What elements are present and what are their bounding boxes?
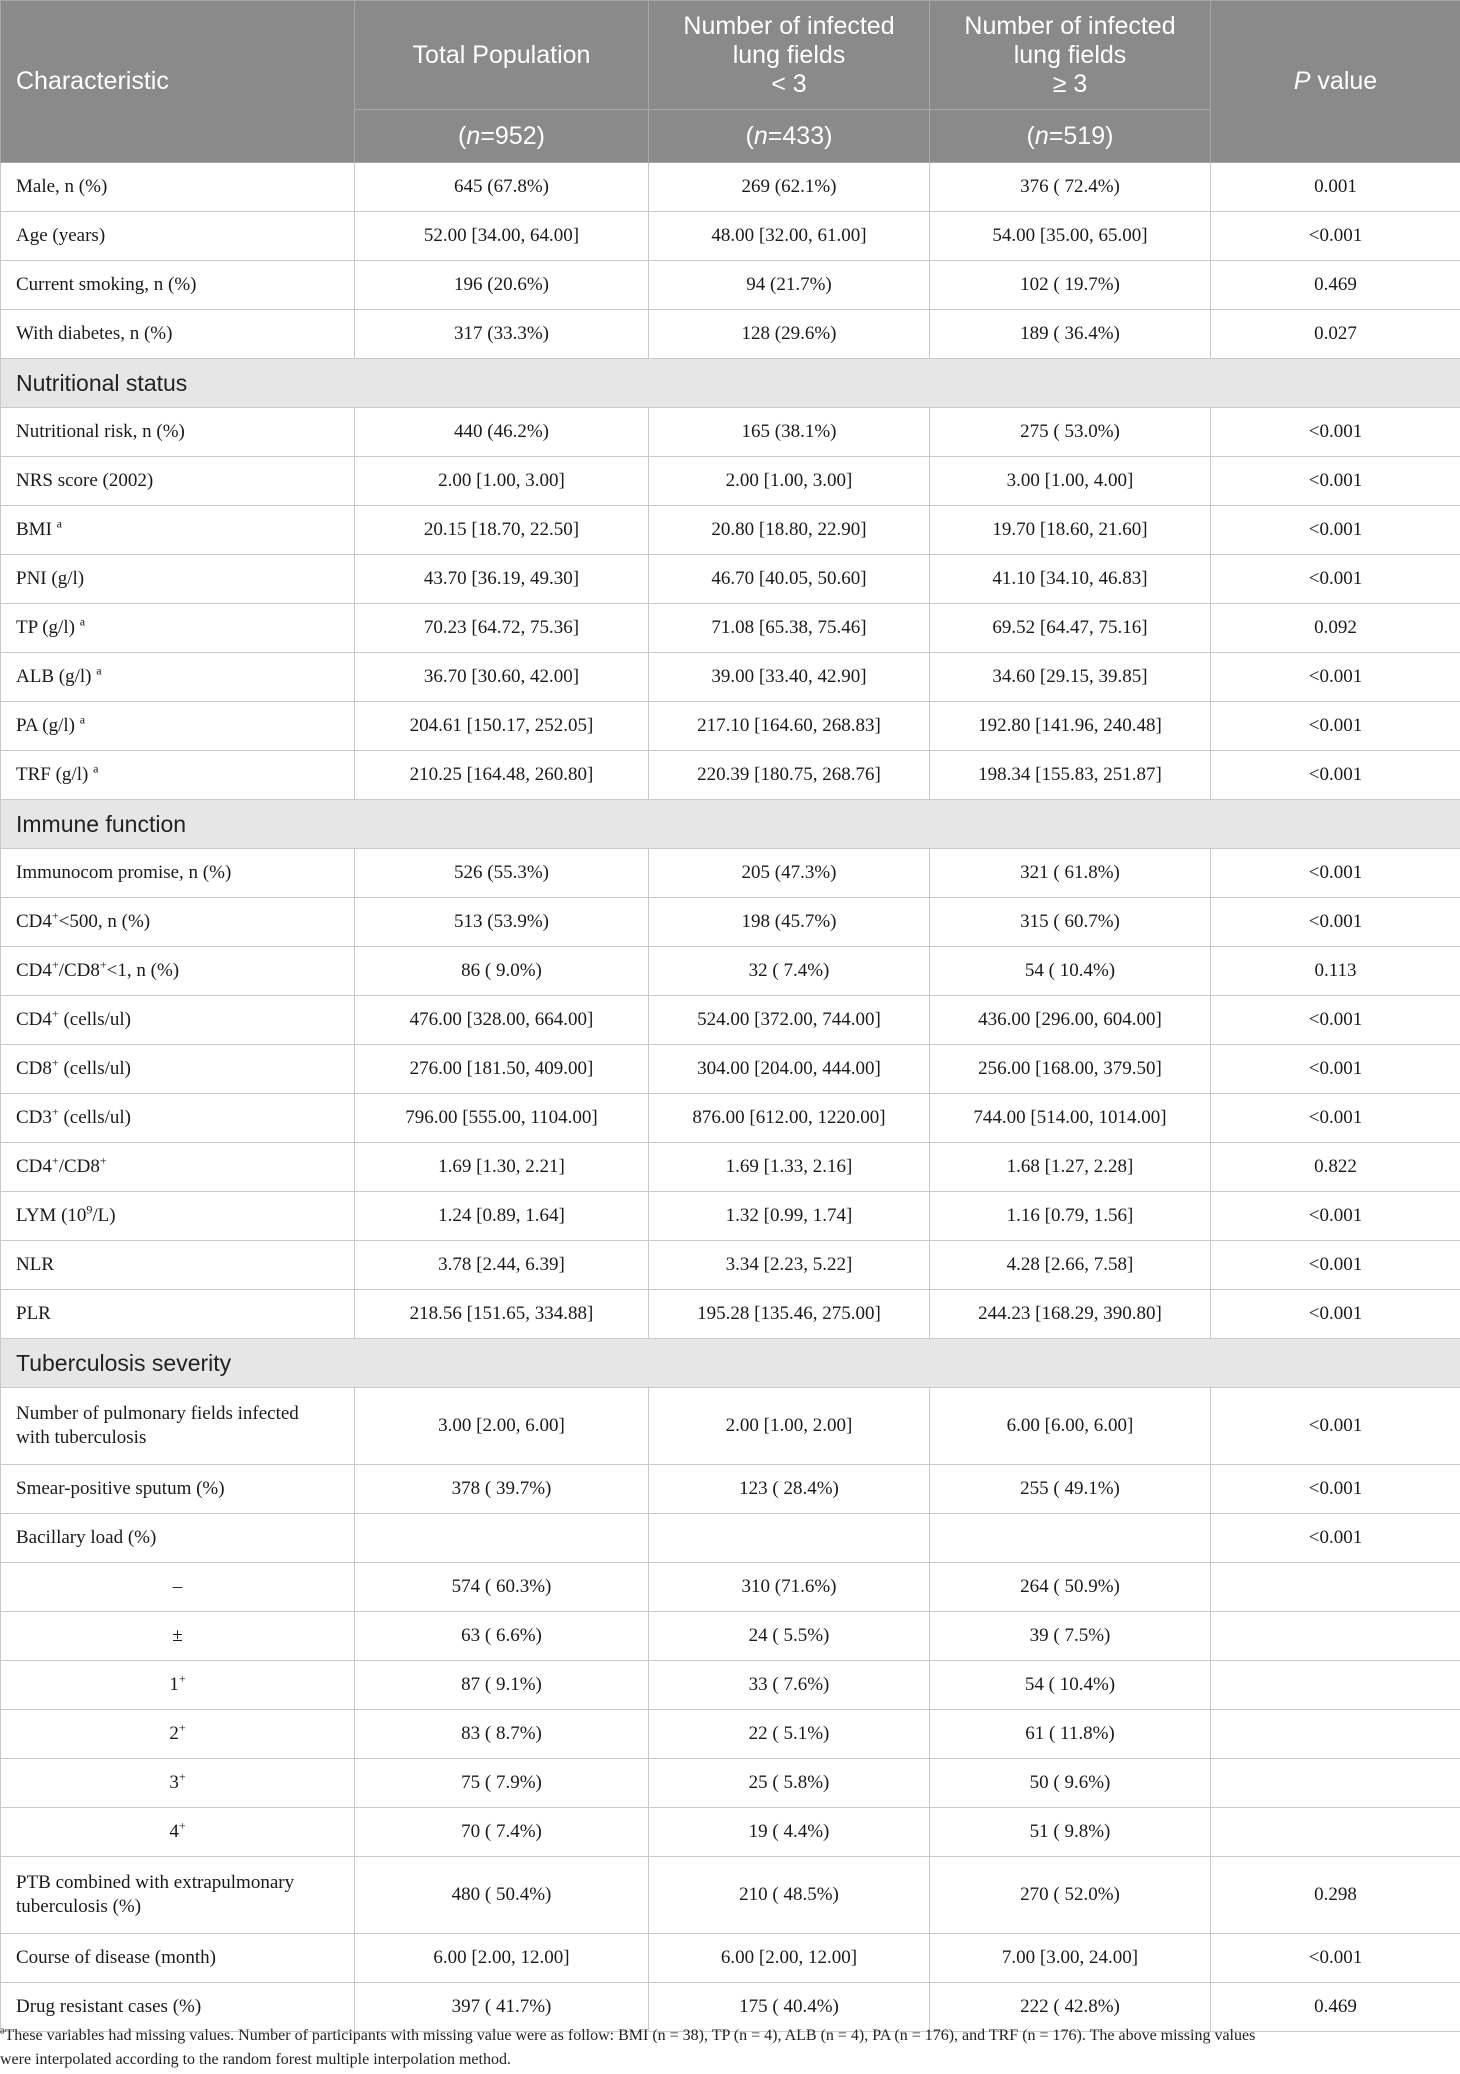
cell-lt3: 165 (38.1%) bbox=[649, 408, 930, 457]
table-header bbox=[1, 1, 1460, 163]
cell-ge3: 1.68 [1.27, 2.28] bbox=[930, 1143, 1211, 1192]
cell-p: <0.001 bbox=[1211, 1045, 1460, 1094]
cell-total: 3.00 [2.00, 6.00] bbox=[355, 1388, 649, 1465]
row-label: Drug resistant cases (%) bbox=[1, 1983, 355, 2032]
cell-p: <0.001 bbox=[1211, 457, 1460, 506]
header-n-total: (n=952) bbox=[355, 110, 649, 163]
cell-ge3: 7.00 [3.00, 24.00] bbox=[930, 1934, 1211, 1983]
row-label: Age (years) bbox=[1, 212, 355, 261]
table-row bbox=[1, 653, 1460, 702]
cell-ge3: 744.00 [514.00, 1014.00] bbox=[930, 1094, 1211, 1143]
table-body bbox=[1, 163, 1460, 2032]
header-total-population: Total Population bbox=[355, 1, 649, 110]
cell-lt3: 205 (47.3%) bbox=[649, 849, 930, 898]
cell-p: <0.001 bbox=[1211, 1388, 1460, 1465]
cell-ge3: 264 ( 50.9%) bbox=[930, 1563, 1211, 1612]
header-group-ge3-line1: Number of infected bbox=[964, 11, 1176, 40]
table-row bbox=[1, 212, 1460, 261]
cell-lt3: 123 ( 28.4%) bbox=[649, 1465, 930, 1514]
section-row bbox=[1, 359, 1460, 408]
cell-lt3: 217.10 [164.60, 268.83] bbox=[649, 702, 930, 751]
cell-lt3: 220.39 [180.75, 268.76] bbox=[649, 751, 930, 800]
cell-ge3: 315 ( 60.7%) bbox=[930, 898, 1211, 947]
row-label: NLR bbox=[1, 1241, 355, 1290]
cell-p: <0.001 bbox=[1211, 653, 1460, 702]
section-row bbox=[1, 1339, 1460, 1388]
cell-lt3: 1.69 [1.33, 2.16] bbox=[649, 1143, 930, 1192]
cell-ge3: 102 ( 19.7%) bbox=[930, 261, 1211, 310]
cell-total: 645 (67.8%) bbox=[355, 163, 649, 212]
table-row bbox=[1, 1857, 1460, 1934]
cell-lt3: 128 (29.6%) bbox=[649, 310, 930, 359]
cell-total: 86 ( 9.0%) bbox=[355, 947, 649, 996]
p-italic: P bbox=[1293, 67, 1311, 95]
row-label: PLR bbox=[1, 1290, 355, 1339]
cell-ge3: 51 ( 9.8%) bbox=[930, 1808, 1211, 1857]
cell-total: 20.15 [18.70, 22.50] bbox=[355, 506, 649, 555]
row-label: LYM $(10^9/L)$ bbox=[1, 1192, 355, 1241]
cell-total: 6.00 [2.00, 12.00] bbox=[355, 1934, 649, 1983]
cell-ge3: 255 ( 49.1%) bbox=[930, 1465, 1211, 1514]
cell-ge3: 189 ( 36.4%) bbox=[930, 310, 1211, 359]
row-label: TRF (g/l) $^a$ bbox=[1, 751, 355, 800]
cell-lt3: 39.00 [33.40, 42.90] bbox=[649, 653, 930, 702]
cell-ge3: 41.10 [34.10, 46.83] bbox=[930, 555, 1211, 604]
cell-ge3: 275 ( 53.0%) bbox=[930, 408, 1211, 457]
cell-total: 480 ( 50.4%) bbox=[355, 1857, 649, 1934]
cell-total: 574 ( 60.3%) bbox=[355, 1563, 649, 1612]
header-characteristic: Characteristic bbox=[1, 1, 355, 163]
cell-ge3: 192.80 [141.96, 240.48] bbox=[930, 702, 1211, 751]
table-row bbox=[1, 702, 1460, 751]
cell-total: 63 ( 6.6%) bbox=[355, 1612, 649, 1661]
footnote-line1: These variables had missing values. Number of participants with missing value were as follow: BMI (n = 38), TP (n = 4), ALB (n = 4), PA (n = 176), and TRF (n = 176). The above missing values bbox=[4, 2027, 1256, 2044]
table-row bbox=[1, 1661, 1460, 1710]
row-label: ALB (g/l) $^a$ bbox=[1, 653, 355, 702]
table-row bbox=[1, 1934, 1460, 1983]
cell-lt3: 3.34 [2.23, 5.22] bbox=[649, 1241, 930, 1290]
cell-ge3: 222 ( 42.8%) bbox=[930, 1983, 1211, 2032]
row-label: Immunocom promise, n (%) bbox=[1, 849, 355, 898]
row-label: CD4+ (cells/ul) bbox=[1, 996, 355, 1045]
cell-lt3: 33 ( 7.6%) bbox=[649, 1661, 930, 1710]
table-row bbox=[1, 1465, 1460, 1514]
cell-total: 36.70 [30.60, 42.00] bbox=[355, 653, 649, 702]
row-label: PA (g/l) $^a$ bbox=[1, 702, 355, 751]
row-label: CD4+<500, n (%) bbox=[1, 898, 355, 947]
table-row bbox=[1, 1143, 1460, 1192]
row-label: Number of pulmonary fields infected with tuberculosis bbox=[1, 1388, 355, 1465]
cell-ge3: 1.16 [0.79, 1.56] bbox=[930, 1192, 1211, 1241]
cell-lt3: 210 ( 48.5%) bbox=[649, 1857, 930, 1934]
cell-p: 0.469 bbox=[1211, 1983, 1460, 2032]
cell-total: 317 (33.3%) bbox=[355, 310, 649, 359]
cell-lt3: 876.00 [612.00, 1220.00] bbox=[649, 1094, 930, 1143]
cell-ge3: 270 ( 52.0%) bbox=[930, 1857, 1211, 1934]
cell-lt3: 25 ( 5.8%) bbox=[649, 1759, 930, 1808]
table-row bbox=[1, 1710, 1460, 1759]
cell-total: 526 (55.3%) bbox=[355, 849, 649, 898]
cell-p: <0.001 bbox=[1211, 702, 1460, 751]
row-label: Course of disease (month) bbox=[1, 1934, 355, 1983]
row-label: 1+ bbox=[1, 1661, 355, 1710]
cell-p: <0.001 bbox=[1211, 1094, 1460, 1143]
cell-lt3: 32 ( 7.4%) bbox=[649, 947, 930, 996]
cell-p: <0.001 bbox=[1211, 1514, 1460, 1563]
cell-lt3: 310 (71.6%) bbox=[649, 1563, 930, 1612]
cell-total: 1.24 [0.89, 1.64] bbox=[355, 1192, 649, 1241]
cell-total: 796.00 [555.00, 1104.00] bbox=[355, 1094, 649, 1143]
cell-p: 0.027 bbox=[1211, 310, 1460, 359]
table-row bbox=[1, 1094, 1460, 1143]
table-row bbox=[1, 996, 1460, 1045]
cell-ge3: 376 ( 72.4%) bbox=[930, 163, 1211, 212]
cell-p: <0.001 bbox=[1211, 849, 1460, 898]
header-p-value bbox=[1211, 1, 1460, 163]
cell-p: <0.001 bbox=[1211, 996, 1460, 1045]
cell-p: <0.001 bbox=[1211, 555, 1460, 604]
cell-lt3: 195.28 [135.46, 275.00] bbox=[649, 1290, 930, 1339]
cell-total: 218.56 [151.65, 334.88] bbox=[355, 1290, 649, 1339]
table-row bbox=[1, 1045, 1460, 1094]
cell-total: 204.61 [150.17, 252.05] bbox=[355, 702, 649, 751]
header-group-lt3-line2: lung fields bbox=[732, 40, 846, 69]
table-row bbox=[1, 457, 1460, 506]
cell-total: 83 ( 8.7%) bbox=[355, 1710, 649, 1759]
row-label: CD4+/CD8+ bbox=[1, 1143, 355, 1192]
table-row bbox=[1, 555, 1460, 604]
cell-lt3: 24 ( 5.5%) bbox=[649, 1612, 930, 1661]
cell-lt3: 304.00 [204.00, 444.00] bbox=[649, 1045, 930, 1094]
header-n-ge3: (n=519) bbox=[930, 110, 1211, 163]
table-row bbox=[1, 604, 1460, 653]
header-group-lt3 bbox=[649, 1, 930, 110]
cell-total bbox=[355, 1514, 649, 1563]
row-label: CD4+/CD8+<1, n (%) bbox=[1, 947, 355, 996]
cell-p: <0.001 bbox=[1211, 1192, 1460, 1241]
cell-lt3: 71.08 [65.38, 75.46] bbox=[649, 604, 930, 653]
cell-total: 70 ( 7.4%) bbox=[355, 1808, 649, 1857]
cell-total: 513 (53.9%) bbox=[355, 898, 649, 947]
table-row bbox=[1, 1808, 1460, 1857]
cell-p bbox=[1211, 1808, 1460, 1857]
cell-p: <0.001 bbox=[1211, 898, 1460, 947]
header-group-ge3 bbox=[930, 1, 1211, 110]
cell-total: 1.69 [1.30, 2.21] bbox=[355, 1143, 649, 1192]
cell-ge3: 54 ( 10.4%) bbox=[930, 947, 1211, 996]
row-label: TP (g/l) $^a$ bbox=[1, 604, 355, 653]
cell-total: 75 ( 7.9%) bbox=[355, 1759, 649, 1808]
cell-ge3: 54 ( 10.4%) bbox=[930, 1661, 1211, 1710]
table-row bbox=[1, 947, 1460, 996]
row-label: Male, n (%) bbox=[1, 163, 355, 212]
cell-p: <0.001 bbox=[1211, 1465, 1460, 1514]
row-label: PTB combined with extrapulmonary tuberculosis (%) bbox=[1, 1857, 355, 1934]
row-label: 3+ bbox=[1, 1759, 355, 1808]
cell-total: 440 (46.2%) bbox=[355, 408, 649, 457]
header-group-lt3-line3: < 3 bbox=[771, 69, 807, 98]
cell-ge3: 256.00 [168.00, 379.50] bbox=[930, 1045, 1211, 1094]
cell-p: 0.469 bbox=[1211, 261, 1460, 310]
cell-total: 43.70 [36.19, 49.30] bbox=[355, 555, 649, 604]
cell-p: 0.298 bbox=[1211, 1857, 1460, 1934]
cell-total: 476.00 [328.00, 664.00] bbox=[355, 996, 649, 1045]
footnote-marker: a bbox=[0, 2025, 5, 2037]
row-label: PNI (g/l) bbox=[1, 555, 355, 604]
cell-ge3: 244.23 [168.29, 390.80] bbox=[930, 1290, 1211, 1339]
table-row bbox=[1, 1563, 1460, 1612]
cell-ge3: 6.00 [6.00, 6.00] bbox=[930, 1388, 1211, 1465]
cell-total: 276.00 [181.50, 409.00] bbox=[355, 1045, 649, 1094]
table-row bbox=[1, 1612, 1460, 1661]
cell-ge3: 69.52 [64.47, 75.16] bbox=[930, 604, 1211, 653]
cell-ge3: 4.28 [2.66, 7.58] bbox=[930, 1241, 1211, 1290]
p-rest: value bbox=[1310, 67, 1378, 95]
cell-lt3: 6.00 [2.00, 12.00] bbox=[649, 1934, 930, 1983]
cell-total: 70.23 [64.72, 75.36] bbox=[355, 604, 649, 653]
cell-total: 378 ( 39.7%) bbox=[355, 1465, 649, 1514]
cell-lt3: 48.00 [32.00, 61.00] bbox=[649, 212, 930, 261]
header-group-ge3-line2: lung fields bbox=[1013, 40, 1127, 69]
table-row bbox=[1, 408, 1460, 457]
row-label: 4+ bbox=[1, 1808, 355, 1857]
footnote bbox=[0, 2024, 1460, 2072]
cell-lt3: 1.32 [0.99, 1.74] bbox=[649, 1192, 930, 1241]
table-row bbox=[1, 1759, 1460, 1808]
cell-p: <0.001 bbox=[1211, 751, 1460, 800]
table-row bbox=[1, 1192, 1460, 1241]
cell-total: 196 (20.6%) bbox=[355, 261, 649, 310]
section-title: Nutritional status bbox=[1, 359, 1460, 408]
cell-p: 0.092 bbox=[1211, 604, 1460, 653]
cell-ge3: 61 ( 11.8%) bbox=[930, 1710, 1211, 1759]
cell-p: 0.822 bbox=[1211, 1143, 1460, 1192]
row-label: Bacillary load (%) bbox=[1, 1514, 355, 1563]
cell-total: 210.25 [164.48, 260.80] bbox=[355, 751, 649, 800]
row-label: Smear-positive sputum (%) bbox=[1, 1465, 355, 1514]
row-label: BMI $^a$ bbox=[1, 506, 355, 555]
footnote-line2: were interpolated according to the random forest multiple interpolation method. bbox=[0, 2051, 511, 2068]
cell-total: 397 ( 41.7%) bbox=[355, 1983, 649, 2032]
cell-p bbox=[1211, 1563, 1460, 1612]
row-label: – bbox=[1, 1563, 355, 1612]
section-title: Tuberculosis severity bbox=[1, 1339, 1460, 1388]
cell-p: <0.001 bbox=[1211, 1241, 1460, 1290]
cell-p: <0.001 bbox=[1211, 1290, 1460, 1339]
cell-lt3: 524.00 [372.00, 744.00] bbox=[649, 996, 930, 1045]
cell-p: <0.001 bbox=[1211, 408, 1460, 457]
table-row bbox=[1, 1290, 1460, 1339]
cell-p bbox=[1211, 1661, 1460, 1710]
cell-p: <0.001 bbox=[1211, 1934, 1460, 1983]
cell-p bbox=[1211, 1710, 1460, 1759]
table-row bbox=[1, 1514, 1460, 1563]
cell-ge3: 321 ( 61.8%) bbox=[930, 849, 1211, 898]
cell-total: 52.00 [34.00, 64.00] bbox=[355, 212, 649, 261]
row-label: With diabetes, n (%) bbox=[1, 310, 355, 359]
section-row bbox=[1, 800, 1460, 849]
cell-lt3: 94 (21.7%) bbox=[649, 261, 930, 310]
cell-total: 87 ( 9.1%) bbox=[355, 1661, 649, 1710]
cell-p: 0.001 bbox=[1211, 163, 1460, 212]
table-row bbox=[1, 506, 1460, 555]
cell-lt3 bbox=[649, 1514, 930, 1563]
row-label: ± bbox=[1, 1612, 355, 1661]
row-label: Current smoking, n (%) bbox=[1, 261, 355, 310]
cell-ge3: 198.34 [155.83, 251.87] bbox=[930, 751, 1211, 800]
cell-lt3: 175 ( 40.4%) bbox=[649, 1983, 930, 2032]
cell-lt3: 2.00 [1.00, 3.00] bbox=[649, 457, 930, 506]
table-row bbox=[1, 898, 1460, 947]
cell-p bbox=[1211, 1612, 1460, 1661]
table-row bbox=[1, 751, 1460, 800]
cell-p bbox=[1211, 1759, 1460, 1808]
row-label: Nutritional risk, n (%) bbox=[1, 408, 355, 457]
table-row bbox=[1, 163, 1460, 212]
header-n-lt3: (n=433) bbox=[649, 110, 930, 163]
cell-lt3: 46.70 [40.05, 50.60] bbox=[649, 555, 930, 604]
row-label: CD8+ (cells/ul) bbox=[1, 1045, 355, 1094]
cell-ge3: 39 ( 7.5%) bbox=[930, 1612, 1211, 1661]
cell-lt3: 19 ( 4.4%) bbox=[649, 1808, 930, 1857]
header-group-ge3-line3: ≥ 3 bbox=[1052, 69, 1088, 98]
row-label: NRS score (2002) bbox=[1, 457, 355, 506]
cell-ge3: 436.00 [296.00, 604.00] bbox=[930, 996, 1211, 1045]
cell-lt3: 269 (62.1%) bbox=[649, 163, 930, 212]
cell-p: <0.001 bbox=[1211, 212, 1460, 261]
cell-ge3: 19.70 [18.60, 21.60] bbox=[930, 506, 1211, 555]
row-label: CD3+ (cells/ul) bbox=[1, 1094, 355, 1143]
cell-ge3: 50 ( 9.6%) bbox=[930, 1759, 1211, 1808]
cell-lt3: 198 (45.7%) bbox=[649, 898, 930, 947]
table-row bbox=[1, 310, 1460, 359]
cell-p: 0.113 bbox=[1211, 947, 1460, 996]
cell-lt3: 2.00 [1.00, 2.00] bbox=[649, 1388, 930, 1465]
header-group-lt3-line1: Number of infected bbox=[683, 11, 895, 40]
table-row bbox=[1, 849, 1460, 898]
cell-ge3: 3.00 [1.00, 4.00] bbox=[930, 457, 1211, 506]
cell-lt3: 20.80 [18.80, 22.90] bbox=[649, 506, 930, 555]
cell-ge3 bbox=[930, 1514, 1211, 1563]
cell-p: <0.001 bbox=[1211, 506, 1460, 555]
section-title: Immune function bbox=[1, 800, 1460, 849]
cell-lt3: 22 ( 5.1%) bbox=[649, 1710, 930, 1759]
cell-total: 2.00 [1.00, 3.00] bbox=[355, 457, 649, 506]
table-row bbox=[1, 1388, 1460, 1465]
cell-ge3: 54.00 [35.00, 65.00] bbox=[930, 212, 1211, 261]
table-row bbox=[1, 261, 1460, 310]
row-label: 2+ bbox=[1, 1710, 355, 1759]
table-row bbox=[1, 1241, 1460, 1290]
cell-total: 3.78 [2.44, 6.39] bbox=[355, 1241, 649, 1290]
cell-ge3: 34.60 [29.15, 39.85] bbox=[930, 653, 1211, 702]
